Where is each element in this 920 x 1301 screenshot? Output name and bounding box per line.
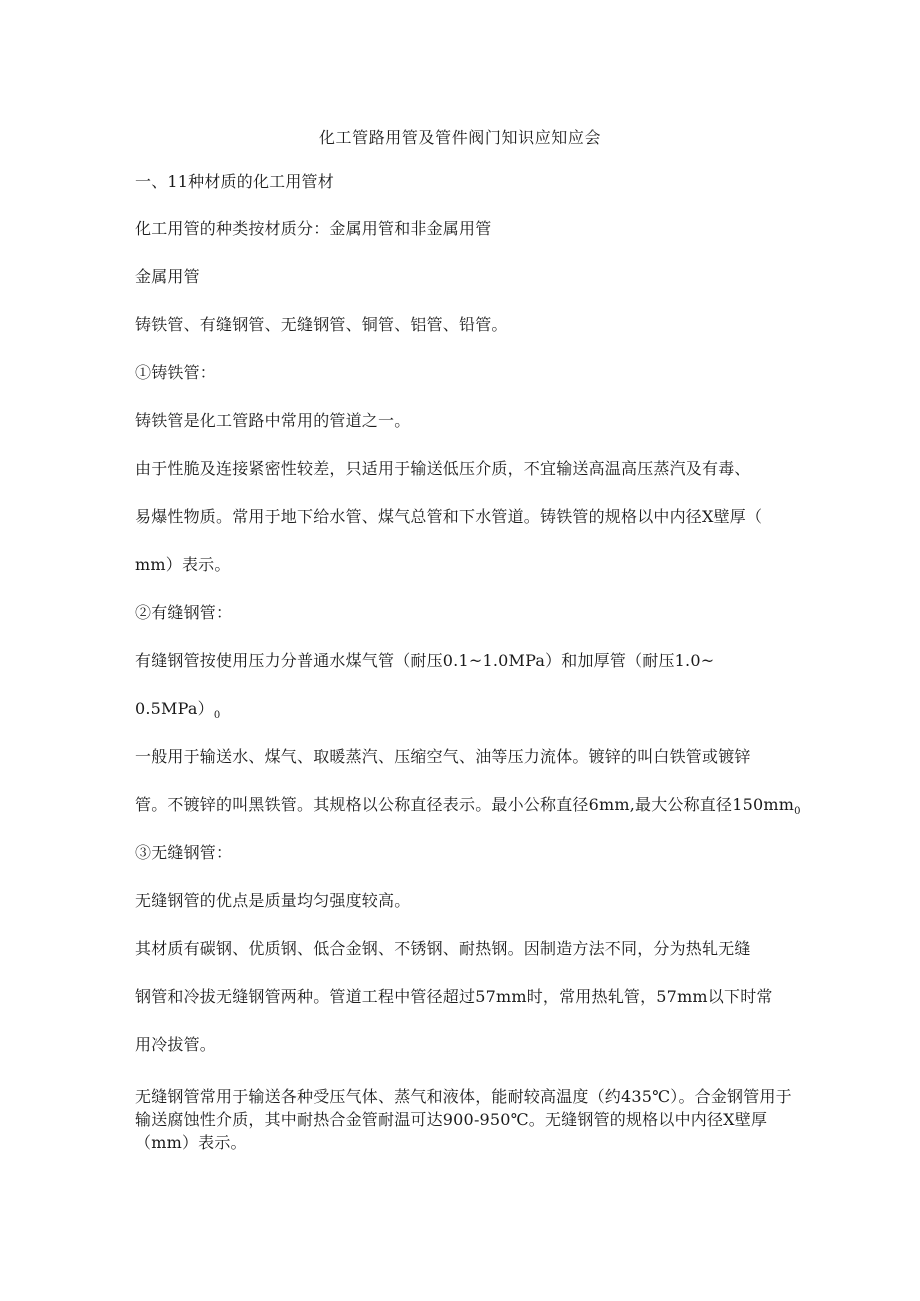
- section-heading: 一、11种材质的化工用管材: [135, 172, 334, 191]
- cast-iron-heading: ①铸铁管：: [135, 363, 217, 382]
- seamed-steel-period-mark: 0: [213, 710, 221, 721]
- seamless-steel-heading: ③无缝钢管：: [135, 843, 233, 862]
- seamed-steel-line-3: 一般用于输送水、煤气、取暖蒸汽、压缩空气、油等压力流体。镀锌的叫白铁管或镀锌: [135, 747, 751, 766]
- seamed-steel-pressure-text: 0.5MPa）: [135, 699, 214, 718]
- seamless-steel-paragraph: 无缝钢管常用于输送各种受压气体、蒸气和液体，能耐较高温度（约435℃）。合金钢管用于输送腐蚀性介质，其中耐热合金管耐温可达900-950℃。无缝钢管的规格以中内径X壁厚（mm）表示。: [135, 1087, 792, 1152]
- seamed-steel-diameter-text: 管。不镀锌的叫黑铁管。其规格以公称直径表示。最小公称直径6mm,最大公称直径150mm: [135, 795, 795, 814]
- document-title: 化工管路用管及管件阀门知识应知应会: [318, 128, 602, 147]
- seamed-steel-line-2: [135, 699, 220, 726]
- seamless-steel-line-1: 其材质有碳钢、优质钢、低合金钢、不锈钢、耐热钢。因制造方法不同，分为热轧无缝: [135, 939, 751, 958]
- metal-pipes-heading: 金属用管: [135, 267, 200, 286]
- seamless-steel-line-3: 用冷拔管。: [135, 1035, 217, 1054]
- seamed-steel-end-mark: 0: [794, 806, 801, 817]
- cast-iron-line-3: mm）表示。: [135, 555, 231, 574]
- cast-iron-line-2: 易爆性物质。常用于地下给水管、煤气总管和下水管道。铸铁管的规格以中内径X壁厚（: [135, 507, 763, 526]
- classification-text: 化工用管的种类按材质分：金属用管和非金属用管: [135, 219, 492, 238]
- seamless-steel-line-2: 钢管和冷拔无缝钢管两种。管道工程中管径超过57mm时，常用热轧管，57mm以下时常: [135, 987, 773, 1006]
- seamed-steel-line-4: [135, 795, 801, 822]
- cast-iron-line-1: 由于性脆及连接紧密性较差，只适用于输送低压介质，不宜输送高温高压蒸汽及有毒、: [135, 459, 751, 478]
- cast-iron-intro: 铸铁管是化工管路中常用的管道之一。: [135, 411, 411, 430]
- seamed-steel-heading: ②有缝钢管：: [135, 603, 233, 622]
- seamed-steel-line-1: 有缝钢管按使用压力分普通水煤气管（耐压0.1~1.0MPa）和加厚管（耐压1.0~: [135, 651, 715, 670]
- seamless-steel-intro: 无缝钢管的优点是质量均匀强度较高。: [135, 891, 411, 910]
- metal-pipes-list: 铸铁管、有缝钢管、无缝钢管、铜管、铝管、铅管。: [135, 315, 508, 334]
